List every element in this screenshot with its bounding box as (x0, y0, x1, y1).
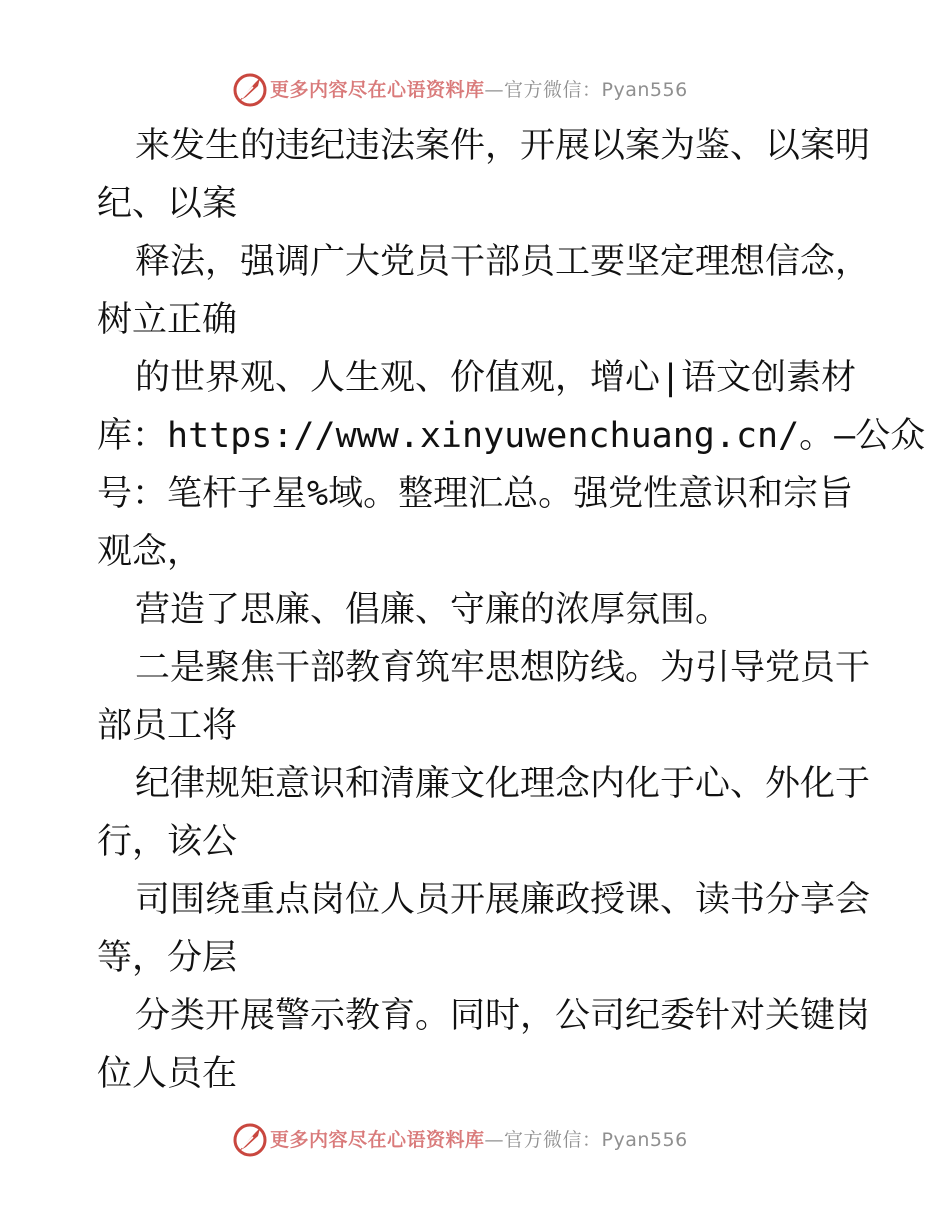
text-line-8: 观念， (97, 532, 203, 572)
footer-banner (0, 1120, 950, 1160)
banner-dash: — (484, 79, 505, 101)
text-line-6: 库：https://www.xinyuwenchuang.cn/。—公众 (97, 416, 926, 456)
text-line-15: 等，分层 (97, 938, 238, 978)
banner-contact-value: Pyan556 (601, 1129, 688, 1151)
text-line-3: 释法，强调广大党员干部员工要坚定理想信念， (135, 242, 871, 282)
text-line-16: 分类开展警示教育。同时，公司纪委针对关键岗 (135, 996, 871, 1036)
text-line-7: 号：笔杆子星%域。整理汇总。强党性意识和宗旨 (97, 474, 854, 514)
text-line-14: 司围绕重点岗位人员开展廉政授课、读书分享会 (135, 880, 871, 920)
quill-logo-icon (233, 1123, 267, 1157)
text-line-5: 的世界观、人生观、价值观，增心|语文创素材 (135, 358, 857, 398)
text-line-4: 树立正确 (97, 300, 238, 340)
quill-logo-icon (233, 73, 267, 107)
banner-text (270, 76, 688, 104)
text-line-11: 部员工将 (97, 706, 238, 746)
banner-contact-value: Pyan556 (601, 79, 688, 101)
banner-dash: — (484, 1129, 505, 1151)
banner-site: 更多内容尽在心语资料库 (270, 79, 485, 101)
text-line-9: 营造了思廉、倡廉、守廉的浓厚氛围。 (135, 590, 731, 630)
text-line-1: 来发生的违纪违法案件，开展以案为鉴、以案明 (135, 126, 871, 166)
text-line-12: 纪律规矩意识和清廉文化理念内化于心、外化于 (135, 764, 871, 804)
header-banner (0, 70, 950, 110)
banner-contact-label: 官方微信： (504, 79, 602, 101)
text-line-10: 二是聚焦干部教育筑牢思想防线。为引导党员干 (135, 648, 871, 688)
banner-text (270, 1126, 688, 1154)
banner-site: 更多内容尽在心语资料库 (270, 1129, 485, 1151)
banner-contact-label: 官方微信： (504, 1129, 602, 1151)
text-line-2: 纪、以案 (97, 184, 238, 224)
text-line-17: 位人员在 (97, 1054, 238, 1094)
text-line-13: 行，该公 (97, 822, 238, 862)
